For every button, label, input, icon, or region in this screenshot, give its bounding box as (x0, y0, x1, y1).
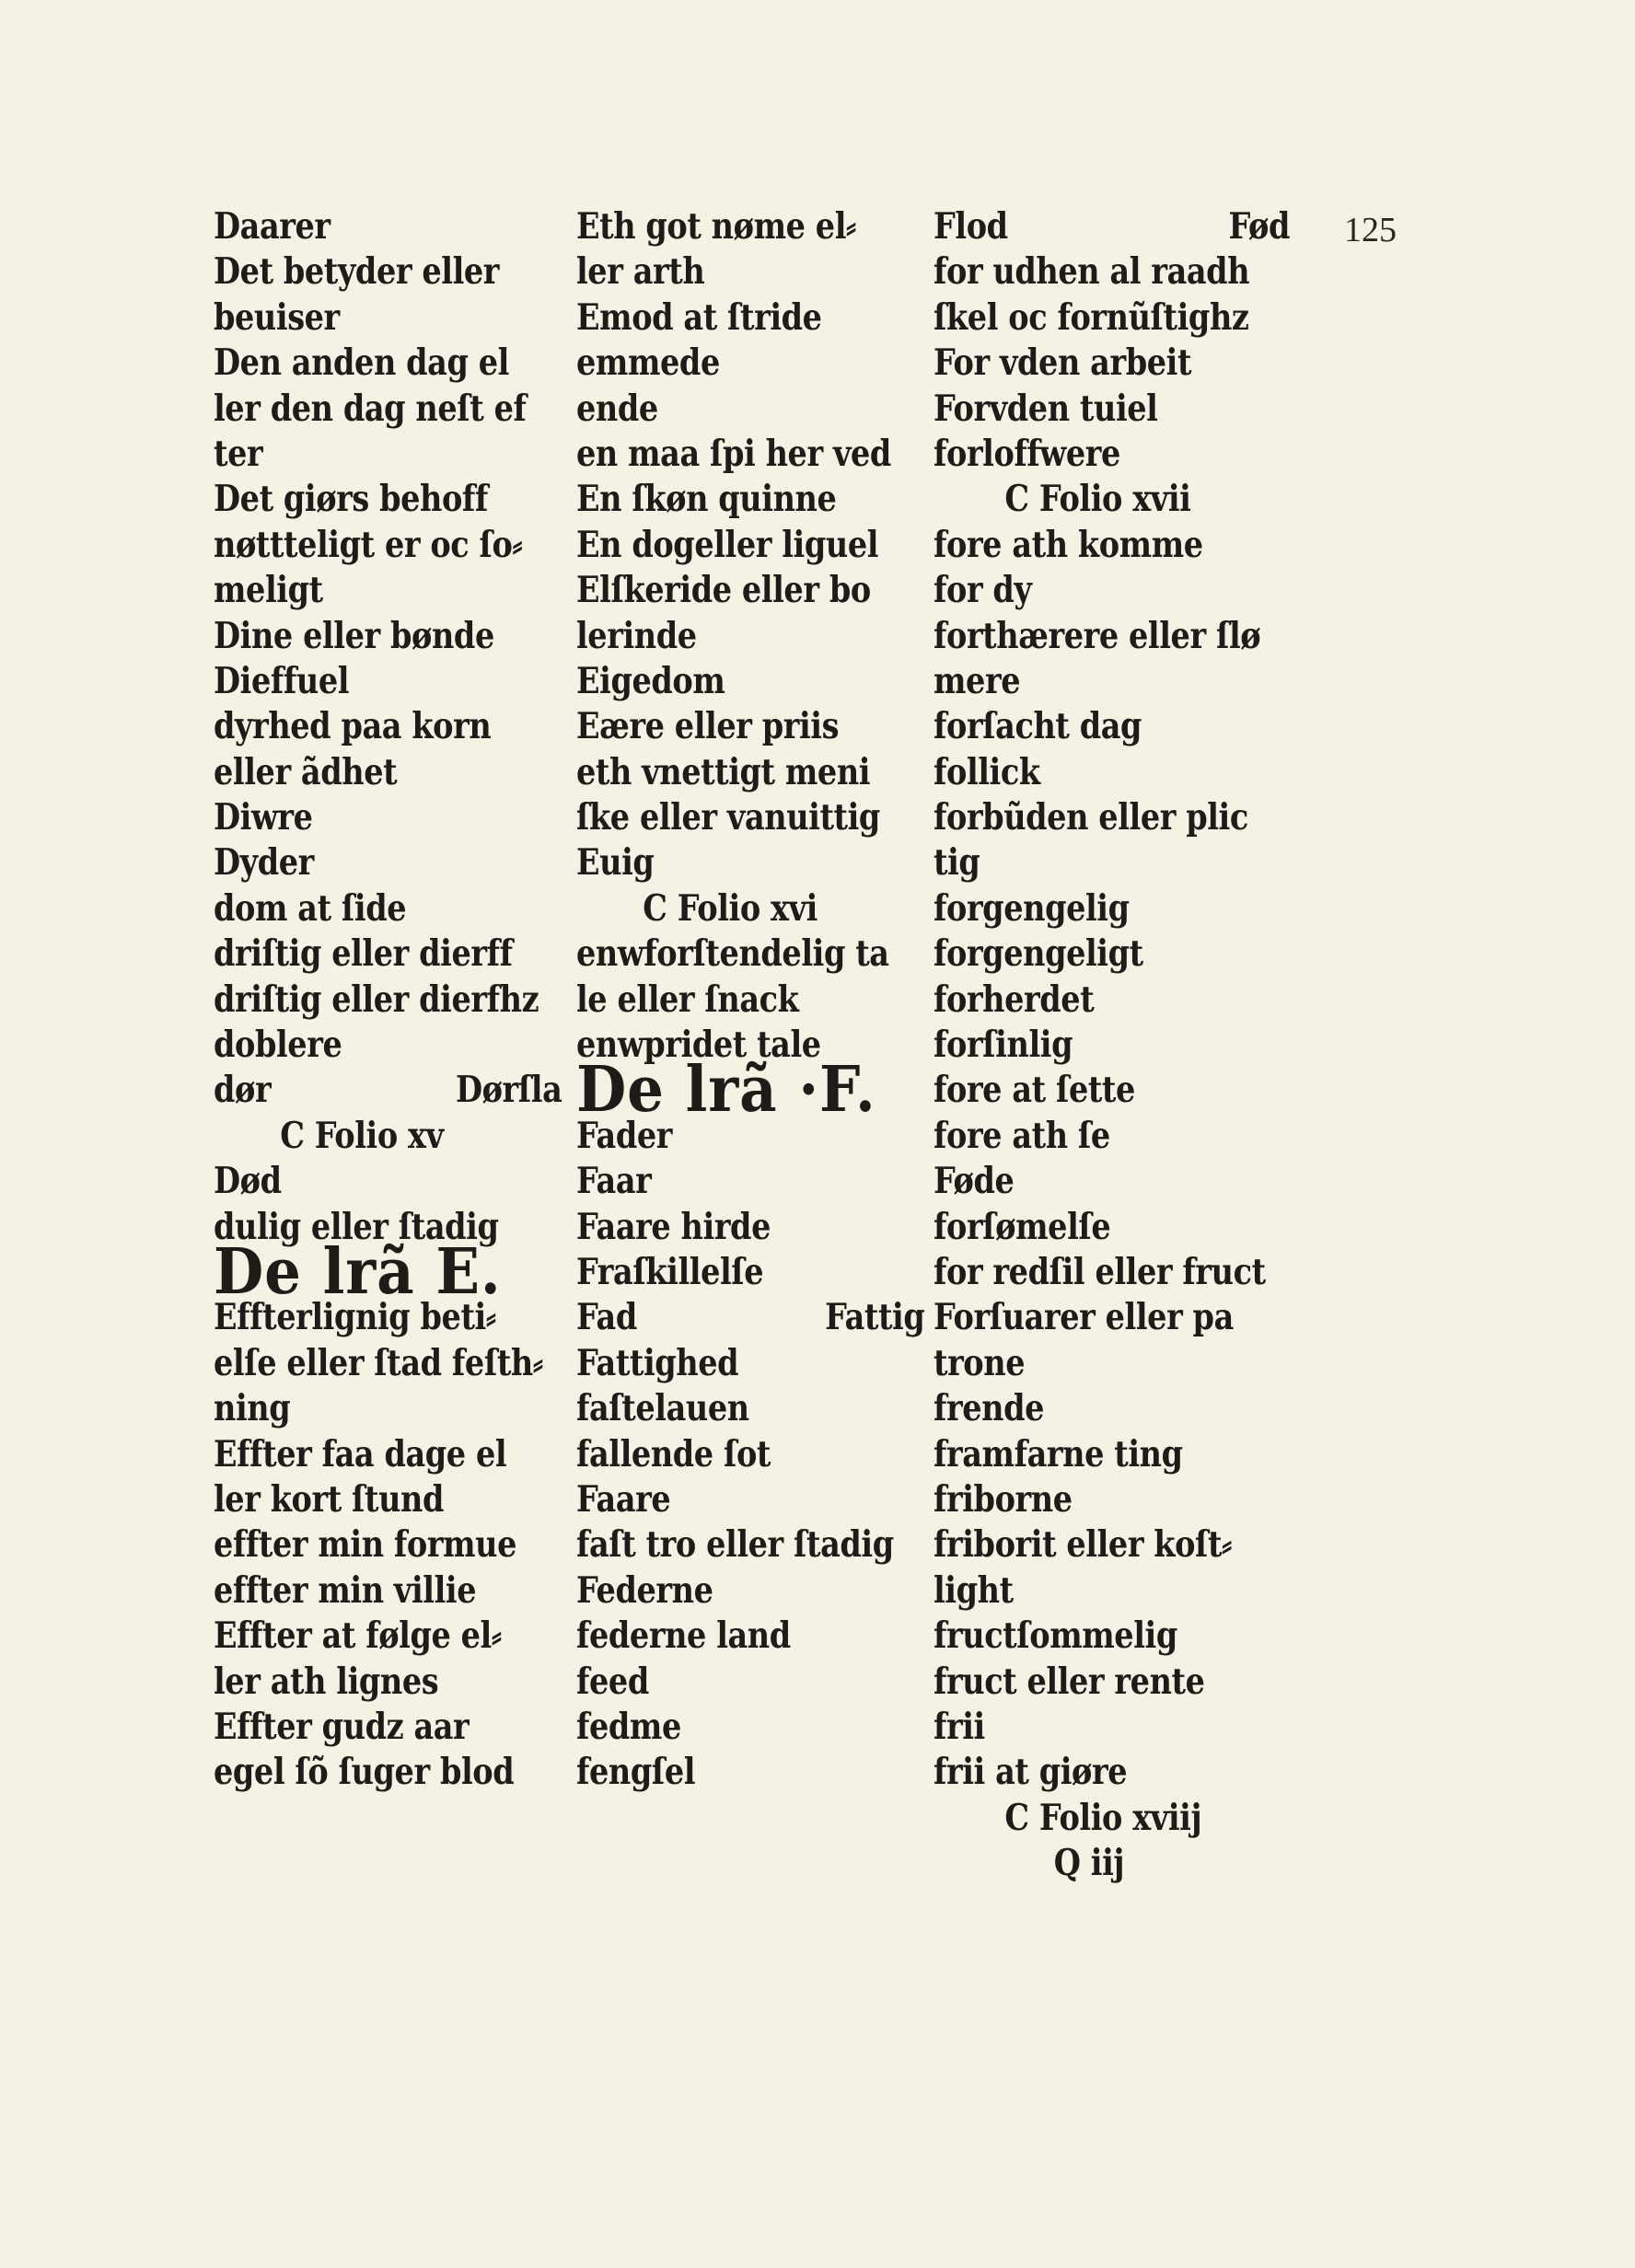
entry-line: tig (933, 841, 980, 885)
entry-line: ning (214, 1387, 291, 1430)
entry-line: egel ſõ ſuger blod (214, 1751, 515, 1794)
entry-line: Død (214, 1160, 282, 1203)
entry-line: Den anden dag el (214, 341, 509, 385)
entry-line: eller ãdhet (214, 750, 398, 793)
entry-line: fructſommelig (933, 1614, 1177, 1658)
entry-line: Faar (576, 1160, 652, 1203)
entry-line: dom at ſide (214, 886, 407, 930)
entry-line: follick (933, 750, 1040, 793)
entry-line: Fraſkillelſe (576, 1250, 764, 1293)
entry-line: framfarne ting (933, 1432, 1183, 1475)
entry-line: Det betyder eller (214, 250, 500, 294)
entry-line: enwpridet tale (576, 1024, 821, 1067)
column-1 (214, 204, 571, 1796)
entry-line: trone (933, 1341, 1026, 1384)
entry-line: Eære eller priis (576, 705, 840, 748)
entry-word-right: Fattig (825, 1296, 925, 1339)
entry-line: Elſkeride eller bo (576, 569, 871, 612)
entry-line: nøttteligt er oc ſo⸗ (214, 523, 523, 566)
entry-line: fore ath ſe (933, 1114, 1110, 1157)
entry-line: for dy (933, 569, 1032, 612)
entry-line: forgengelig (933, 886, 1130, 930)
entry-line: ter (214, 432, 263, 475)
entry-line: fedme (576, 1705, 681, 1748)
page-number: 125 (1344, 211, 1397, 249)
entry-line: Emod at ſtride (576, 295, 822, 339)
entry-line: Faare hirde (576, 1205, 771, 1248)
entry-line: frii at giøre (933, 1751, 1128, 1794)
entry-line: Daarer (214, 205, 330, 248)
entry-line: ler kort ſtund (214, 1477, 445, 1521)
entry-line: effter min villie (214, 1568, 477, 1612)
entry-line: ſke eller vanuittig (576, 796, 880, 839)
entry-line: en maa ſpi her ved (576, 432, 891, 475)
entry-line: En ſkøn quinne (576, 478, 837, 521)
entry-line: feed (576, 1660, 649, 1703)
entry-line: fruct eller rente (933, 1660, 1205, 1703)
signature-mark: Q iij (1053, 1842, 1125, 1885)
entry-line: Eigedom (576, 659, 725, 702)
entry-line: Forſuarer eller pa (933, 1296, 1234, 1339)
entry-line: Faare (576, 1477, 671, 1521)
entry-line: forbũden eller plic (933, 796, 1248, 839)
entry-line: Effterlignig beti⸗ (214, 1296, 496, 1339)
entry-line: ler ath lignes (214, 1660, 439, 1703)
entry-line: faſt tro eller ſtadig (576, 1523, 894, 1567)
entry-line: frende (933, 1387, 1045, 1430)
entry-word-left: Fad (576, 1296, 637, 1339)
entry-line: eth vnettigt meni (576, 750, 871, 793)
entry-line: ſkel oc fornũſtighz (933, 295, 1249, 339)
folio-marker: C Folio xv (280, 1114, 444, 1157)
entry-line: Eth got nøme el⸗ (576, 205, 856, 248)
entry-line: Euig (576, 841, 655, 885)
entry-line: For vden arbeit (933, 341, 1192, 385)
folio-marker: C Folio xvii (1004, 478, 1191, 521)
entry-line: Effter faa dage el (214, 1432, 507, 1475)
entry-line: forſinlig (933, 1024, 1073, 1067)
entry-line: enwforſtendelig ta (576, 932, 889, 976)
column-3 (933, 204, 1302, 1886)
entry-line: lerinde (576, 614, 697, 657)
entry-line: Fattighed (576, 1341, 739, 1384)
entry-line-pair (933, 204, 1290, 249)
section-heading: De lrã E. (214, 1234, 502, 1309)
entry-line: dyrhed paa korn (214, 705, 492, 748)
entry-line: for udhen al raadh (933, 250, 1250, 294)
entry-line: friborit eller koſt⸗ (933, 1523, 1232, 1567)
entry-line: meligt (214, 569, 323, 612)
entry-word-left: dør (214, 1069, 272, 1112)
entry-line: driſtig eller dierfhz (214, 978, 539, 1021)
entry-line: Fader (576, 1114, 673, 1157)
entry-line: forſømelſe (933, 1205, 1111, 1248)
entry-line: dulig eller ſtadig (214, 1205, 499, 1248)
entry-line: beuiser (214, 295, 340, 339)
entry-line: ende (576, 387, 658, 430)
entry-line: federne land (576, 1614, 791, 1658)
entry-line: fore ath komme (933, 523, 1203, 566)
entry-line: Det giørs behoff (214, 478, 488, 521)
entry-line: Forvden tuiel (933, 387, 1158, 430)
entry-line: Effter gudz aar (214, 1705, 470, 1748)
entry-line: forloffwere (933, 432, 1120, 475)
entry-line: En dogeller liguel (576, 523, 879, 566)
entry-line: forherdet (933, 978, 1095, 1021)
entry-line: mere (933, 659, 1021, 702)
entry-line: forgengeligt (933, 932, 1143, 976)
entry-line: forthærere eller ſlø (933, 614, 1261, 657)
entry-line: forſacht dag (933, 705, 1142, 748)
entry-line: effter min formue (214, 1523, 517, 1567)
entry-line: Dieffuel (214, 659, 350, 702)
entry-line: emmede (576, 341, 720, 385)
entry-word-right: Dørſla (455, 1069, 562, 1112)
entry-line: driſtig eller dierff (214, 932, 513, 976)
entry-line: Dine eller bønde (214, 614, 494, 657)
entry-line: le eller ſnack (576, 978, 799, 1021)
entry-line: elſe eller ſtad feſth⸗ (214, 1341, 543, 1384)
entry-line: Føde (933, 1160, 1015, 1203)
folio-marker: C Folio xvi (643, 886, 818, 930)
entry-line: fengſel (576, 1751, 696, 1794)
entry-line: fallende ſot (576, 1432, 771, 1475)
entry-word-right: Fød (1228, 205, 1290, 248)
entry-line: Diwre (214, 796, 313, 839)
entry-line: fore at ſette (933, 1069, 1135, 1112)
entry-line-pair (214, 1068, 562, 1113)
entry-line: for redſil eller fruct (933, 1250, 1266, 1293)
section-heading: De lrã ·F. (576, 1053, 876, 1128)
folio-marker: C Folio xviij (1004, 1796, 1202, 1839)
entry-line: faſtelauen (576, 1387, 749, 1430)
entry-word-left: Flod (933, 205, 1008, 248)
column-2 (576, 204, 933, 1796)
entry-line: Federne (576, 1568, 713, 1612)
entry-line: Effter at følge el⸗ (214, 1614, 502, 1658)
entry-line: ler arth (576, 250, 705, 294)
entry-line: frii (933, 1705, 985, 1748)
entry-line: Dyder (214, 841, 314, 885)
entry-line: ler den dag neſt ef (214, 387, 527, 430)
entry-line-pair (576, 1295, 924, 1340)
entry-line: light (933, 1568, 1014, 1612)
entry-line: friborne (933, 1477, 1073, 1521)
entry-line: doblere (214, 1024, 342, 1067)
